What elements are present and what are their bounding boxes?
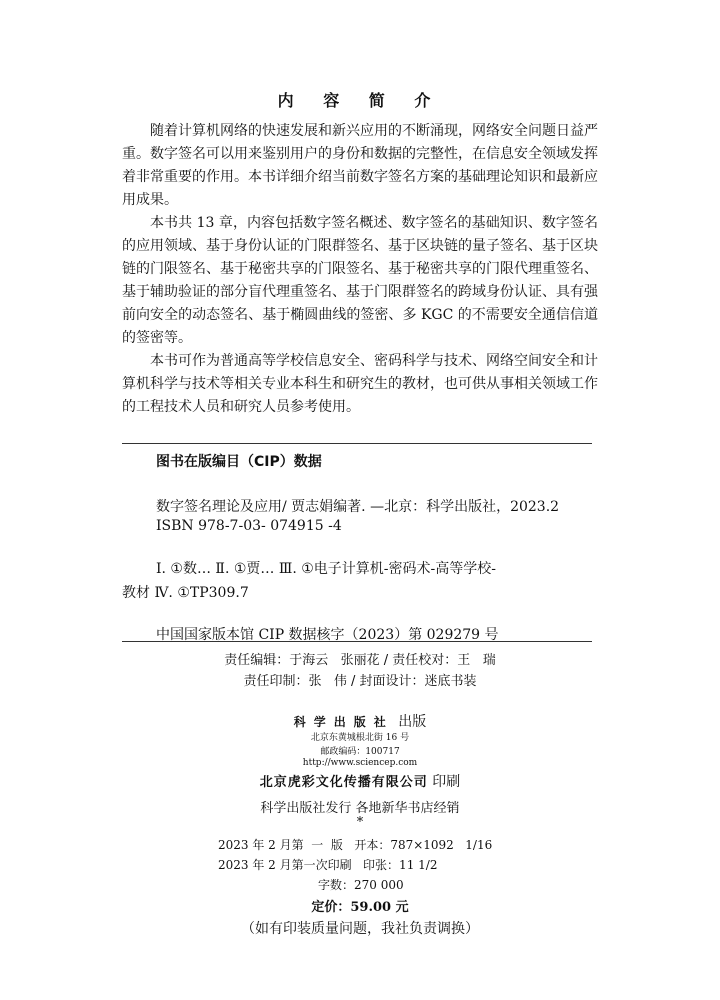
cip-bottom-rule [122, 641, 592, 642]
cip-classification-line-1: Ⅰ. ①数… Ⅱ. ①贾… Ⅲ. ①电子计算机-密码术-高等学校- [156, 561, 496, 577]
cip-record: 数字签名理论及应用/ 贾志娟编著. —北京：科学出版社，2023.2 [156, 499, 560, 515]
publisher-action: 出版 [398, 714, 427, 730]
cip-data-number: 中国国家版本馆 CIP 数据核字（2023）第 029279 号 [156, 627, 499, 643]
printer-line [0, 771, 720, 791]
printing-spec: 2023 年 2 月第一次印刷 印张：11 1/2 [218, 858, 438, 872]
separator-asterisk: * [356, 815, 364, 830]
printer-action: 印刷 [432, 774, 461, 790]
publisher-postcode: 邮政编码：100717 [320, 747, 400, 757]
print-credits: 责任印制：张 伟 / 封面设计：迷底书装 [243, 674, 477, 689]
publisher-url: http://www.sciencep.com [302, 758, 418, 768]
intro-paragraph: 本书可作为普通高等学校信息安全、密码科学与技术、网络空间安全和计算机科学与技术等相关专业本科生和研究生的教材，也可供从事相关领域工作的工程技术人员和研究人员参考使用。 [122, 353, 598, 415]
intro-paragraph: 随着计算机网络的快速发展和新兴应用的不断涌现，网络安全问题日益严重。数字签名可以用来鉴别用户的身份和数据的完整性，在信息安全领域发挥着非常重要的作用。本书详细介绍当前数字签名方案的基础理论知识和最新应用成果。 [122, 123, 598, 208]
cip-heading: 图书在版编目（CIP）数据 [156, 454, 322, 470]
quality-notice: （如有印装质量问题，我社负责调换） [241, 921, 479, 937]
price: 定价：59.00 元 [311, 900, 409, 915]
cip-isbn: ISBN 978-7-03- 074915 -4 [156, 518, 342, 534]
intro-title: 内 容 简 介 [277, 91, 443, 110]
edition-spec: 2023 年 2 月第 一 版 开本：787×1092 1/16 [218, 838, 493, 852]
intro-body [122, 120, 598, 419]
editor-credits: 责任编辑：于海云 张丽花 / 责任校对：王 瑞 [224, 653, 496, 668]
intro-paragraph: 本书共 13 章，内容包括数字签名概述、数字签名的基础知识、数字签名的应用领域、基于身份认证的门限群签名、基于区块链的量子签名、基于区块链的门限签名、基于秘密共享的门限签名、基于秘密共享的门限代理重签名、基于辅助验证的部分盲代理重签名、基于门限群签名的跨域身份认证、具有强前向安全的动态签名、基于椭圆曲线的签密、多 KGC 的不需要安全通信信道的签密等。 [122, 215, 598, 346]
distribution: 科学出版社发行 各地新华书店经销 [260, 801, 460, 816]
cip-top-rule [122, 443, 592, 444]
printer-name: 北京虎彩文化传播有限公司 [259, 775, 428, 790]
publisher-line [0, 711, 720, 731]
cip-classification-line-2: 教材 Ⅳ. ①TP309.7 [122, 585, 249, 601]
publisher-address: 北京东黄城根北街 16 号 [310, 733, 410, 743]
word-count: 字数：270 000 [318, 878, 404, 892]
publisher-name: 科学出版社 [293, 715, 394, 729]
